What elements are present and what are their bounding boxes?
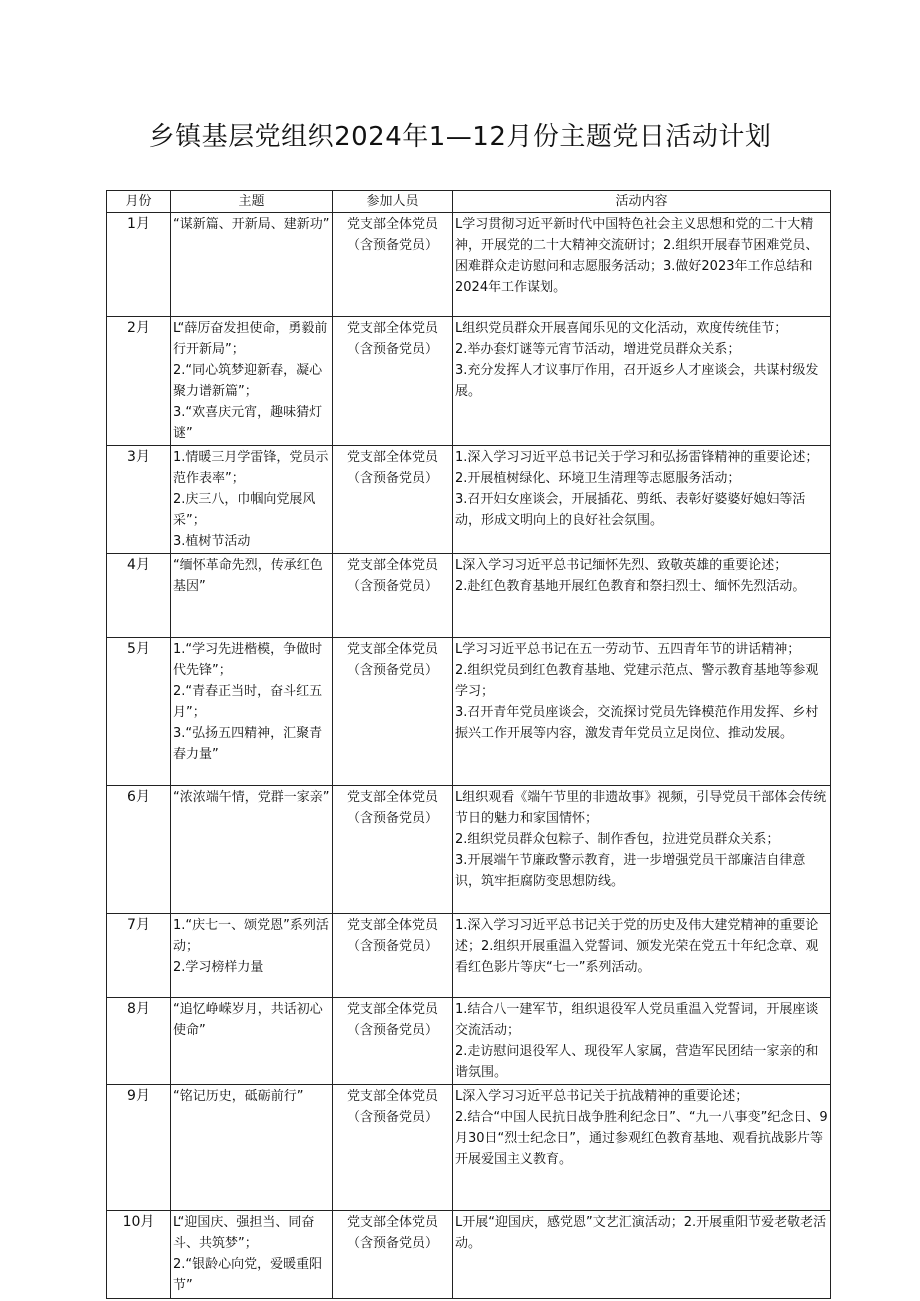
theme-line: 3.“弘扬五四精神，汇聚青春力量” bbox=[173, 726, 323, 762]
content-line: L深入学习习近平总书记关于抗战精神的重要论述； bbox=[455, 1089, 749, 1104]
theme-cell bbox=[171, 446, 333, 554]
theme-cell bbox=[171, 1085, 333, 1211]
content-cell bbox=[453, 638, 831, 786]
theme-cell bbox=[171, 914, 333, 998]
content-cell bbox=[453, 914, 831, 998]
participants-line: （含预备党员） bbox=[346, 1236, 438, 1251]
content-cell bbox=[453, 1211, 831, 1299]
table-row bbox=[107, 1085, 831, 1211]
theme-cell bbox=[171, 1211, 333, 1299]
content-line: 2.组织党员到红色教育基地、党建示范点、警示教育基地等参观学习； bbox=[455, 663, 819, 699]
month-cell: 2月 bbox=[107, 317, 171, 446]
participants-line: （含预备党员） bbox=[346, 238, 438, 253]
header-participants: 参加人员 bbox=[333, 191, 453, 213]
participants-line: （含预备党员） bbox=[346, 663, 438, 678]
header-month: 月份 bbox=[107, 191, 171, 213]
month-cell: 9月 bbox=[107, 1085, 171, 1211]
participants-cell bbox=[333, 554, 453, 638]
theme-cell bbox=[171, 998, 333, 1085]
table-row bbox=[107, 1211, 831, 1299]
content-line: L深入学习习近平总书记缅怀先烈、致敬英雄的重要论述； bbox=[455, 558, 788, 573]
table-row bbox=[107, 213, 831, 317]
theme-cell bbox=[171, 317, 333, 446]
content-line: 2.结合“中国人民抗日战争胜利纪念日”、“九一八事变”纪念日、9月30日“烈士纪念日”，通过参观红色教育基地、观看抗战影片等开展爱国主义教育。 bbox=[455, 1110, 828, 1167]
participants-line: （含预备党员） bbox=[346, 939, 438, 954]
month-cell: 5月 bbox=[107, 638, 171, 786]
participants-line: 党支部全体党员 bbox=[346, 450, 438, 465]
participants-line: （含预备党员） bbox=[346, 1110, 438, 1125]
participants-line: 党支部全体党员 bbox=[346, 1089, 438, 1104]
participants-cell bbox=[333, 786, 453, 914]
participants-line: 党支部全体党员 bbox=[346, 1215, 438, 1230]
theme-line: 3.植树节活动 bbox=[173, 534, 251, 549]
participants-line: 党支部全体党员 bbox=[346, 918, 438, 933]
activity-plan-table bbox=[106, 190, 831, 1299]
theme-line: “铭记历史，砥砺前行” bbox=[173, 1089, 304, 1104]
theme-line: L“薛厉奋发担使命，勇毅前行开新局”； bbox=[173, 321, 328, 357]
theme-line: 2.“银龄心向党，爱暖重阳节” bbox=[173, 1257, 323, 1293]
table-header-row bbox=[107, 191, 831, 213]
month-cell: 3月 bbox=[107, 446, 171, 554]
participants-line: 党支部全体党员 bbox=[346, 790, 438, 805]
table-row bbox=[107, 914, 831, 998]
theme-cell bbox=[171, 638, 333, 786]
month-cell: 1月 bbox=[107, 213, 171, 317]
theme-line: “谋新篇、开新局、建新功” bbox=[173, 217, 330, 232]
participants-cell bbox=[333, 446, 453, 554]
month-cell: 7月 bbox=[107, 914, 171, 998]
month-cell: 6月 bbox=[107, 786, 171, 914]
content-cell bbox=[453, 998, 831, 1085]
participants-line: 党支部全体党员 bbox=[346, 642, 438, 657]
month-cell: 4月 bbox=[107, 554, 171, 638]
content-line: 1.结合八一建军节，组织退役军人党员重温入党誓词，开展座谈交流活动； bbox=[455, 1002, 819, 1038]
document-title: 乡镇基层党组织2024年1—12月份主题党日活动计划 bbox=[148, 122, 772, 152]
participants-line: 党支部全体党员 bbox=[346, 1002, 438, 1017]
month-cell: 8月 bbox=[107, 998, 171, 1085]
content-line: 2.开展植树绿化、环境卫生清理等志愿服务活动； bbox=[455, 471, 741, 486]
month-cell: 10月 bbox=[107, 1211, 171, 1299]
participants-cell bbox=[333, 1085, 453, 1211]
content-line: 2.赴红色教育基地开展红色教育和祭扫烈士、缅怀先烈活动。 bbox=[455, 579, 806, 594]
content-cell bbox=[453, 554, 831, 638]
content-line: 1.深入学习习近平总书记关于学习和弘扬雷锋精神的重要论述； bbox=[455, 450, 819, 465]
participants-cell bbox=[333, 914, 453, 998]
theme-line: 3.“欢喜庆元宵，趣味猜灯谜” bbox=[173, 405, 323, 441]
content-cell bbox=[453, 446, 831, 554]
participants-cell bbox=[333, 998, 453, 1085]
content-line: 2.组织党员群众包粽子、制作香包，拉进党员群众关系； bbox=[455, 832, 780, 847]
content-cell bbox=[453, 213, 831, 317]
participants-line: （含预备党员） bbox=[346, 579, 438, 594]
theme-line: 1.“庆七一、颂党恩”系列活动； bbox=[173, 918, 329, 954]
participants-line: （含预备党员） bbox=[346, 342, 438, 357]
participants-line: 党支部全体党员 bbox=[346, 558, 438, 573]
theme-line: 2.庆三八，巾帼向党展风采”； bbox=[173, 492, 316, 528]
theme-line: 2.学习榜样力量 bbox=[173, 960, 264, 975]
table-body bbox=[107, 213, 831, 1299]
participants-cell bbox=[333, 317, 453, 446]
participants-cell bbox=[333, 1211, 453, 1299]
content-cell bbox=[453, 317, 831, 446]
table-row bbox=[107, 786, 831, 914]
theme-line: “追忆峥嵘岁月，共话初心使命” bbox=[173, 1002, 323, 1038]
table-row bbox=[107, 317, 831, 446]
header-theme: 主题 bbox=[171, 191, 333, 213]
participants-line: 党支部全体党员 bbox=[346, 217, 438, 232]
table-row bbox=[107, 446, 831, 554]
theme-cell bbox=[171, 213, 333, 317]
content-line: 3.开展端午节廉政警示教育，进一步增强党员干部廉洁自律意识，筑牢拒腐防变思想防线。 bbox=[455, 853, 806, 889]
participants-line: （含预备党员） bbox=[346, 1023, 438, 1038]
content-line: 2.举办套灯谜等元宵节活动，增进党员群众关系； bbox=[455, 342, 741, 357]
theme-line: L“迎国庆、强担当、同奋斗、共筑梦”； bbox=[173, 1215, 315, 1251]
content-line: 2.走访慰问退役军人、现役军人家属，营造军民团结一家亲的和谐氛围。 bbox=[455, 1044, 819, 1080]
content-line: L组织观看《端午节里的非遗故事》视频，引导党员干部体会传统节日的魅力和家国情怀； bbox=[455, 790, 827, 826]
content-line: 3.召开妇女座谈会，开展插花、剪纸、表彰好婆婆好媳妇等活动，形成文明向上的良好社会氛围。 bbox=[455, 492, 806, 528]
content-cell bbox=[453, 1085, 831, 1211]
theme-line: 2.“青春正当时，奋斗红五月”； bbox=[173, 684, 323, 720]
theme-line: 2.“同心筑梦迎新春，凝心聚力谱新篇”； bbox=[173, 363, 323, 399]
content-line: 3.充分发挥人才议事厅作用，召开返乡人才座谈会，共谋村级发展。 bbox=[455, 363, 819, 399]
table-row bbox=[107, 554, 831, 638]
content-line: L开展“迎国庆，感党恩”文艺汇演活动；2.开展重阳节爱老敬老活动。 bbox=[455, 1215, 827, 1251]
participants-cell bbox=[333, 638, 453, 786]
content-line: L学习习近平总书记在五一劳动节、五四青年节的讲话精神； bbox=[455, 642, 801, 657]
theme-line: “缅怀革命先烈，传承红色基因” bbox=[173, 558, 323, 594]
content-line: L组织党员群众开展喜闻乐见的文化活动，欢度传统佳节； bbox=[455, 321, 788, 336]
content-cell bbox=[453, 786, 831, 914]
participants-cell bbox=[333, 213, 453, 317]
theme-cell bbox=[171, 786, 333, 914]
content-line: 3.召开青年党员座谈会，交流探讨党员先锋模范作用发挥、乡村振兴工作开展等内容，激发青年党员立足岗位、推动发展。 bbox=[455, 705, 819, 741]
table-row bbox=[107, 998, 831, 1085]
participants-line: （含预备党员） bbox=[346, 471, 438, 486]
table-row bbox=[107, 638, 831, 786]
theme-line: 1.“学习先进楷模，争做时代先锋”； bbox=[173, 642, 323, 678]
header-content: 活动内容 bbox=[453, 191, 831, 213]
content-line: 1.深入学习习近平总书记关于党的历史及伟大建党精神的重要论述；2.组织开展重温入党誓词、颁发光荣在党五十年纪念章、观看红色影片等庆“七一”系列活动。 bbox=[455, 918, 819, 975]
theme-line: 1.情暖三月学雷锋，党员示范作表率”； bbox=[173, 450, 329, 486]
participants-line: 党支部全体党员 bbox=[346, 321, 438, 336]
participants-line: （含预备党员） bbox=[346, 811, 438, 826]
theme-cell bbox=[171, 554, 333, 638]
theme-line: “浓浓端午情，党群一家亲” bbox=[173, 790, 330, 805]
content-line: L学习贯彻习近平新时代中国特色社会主义思想和党的二十大精神，开展党的二十大精神交流研讨；2.组织开展春节困难党员、困难群众走访慰问和志愿服务活动；3.做好2023年工作总结和2024年工作谋划。 bbox=[455, 217, 819, 295]
